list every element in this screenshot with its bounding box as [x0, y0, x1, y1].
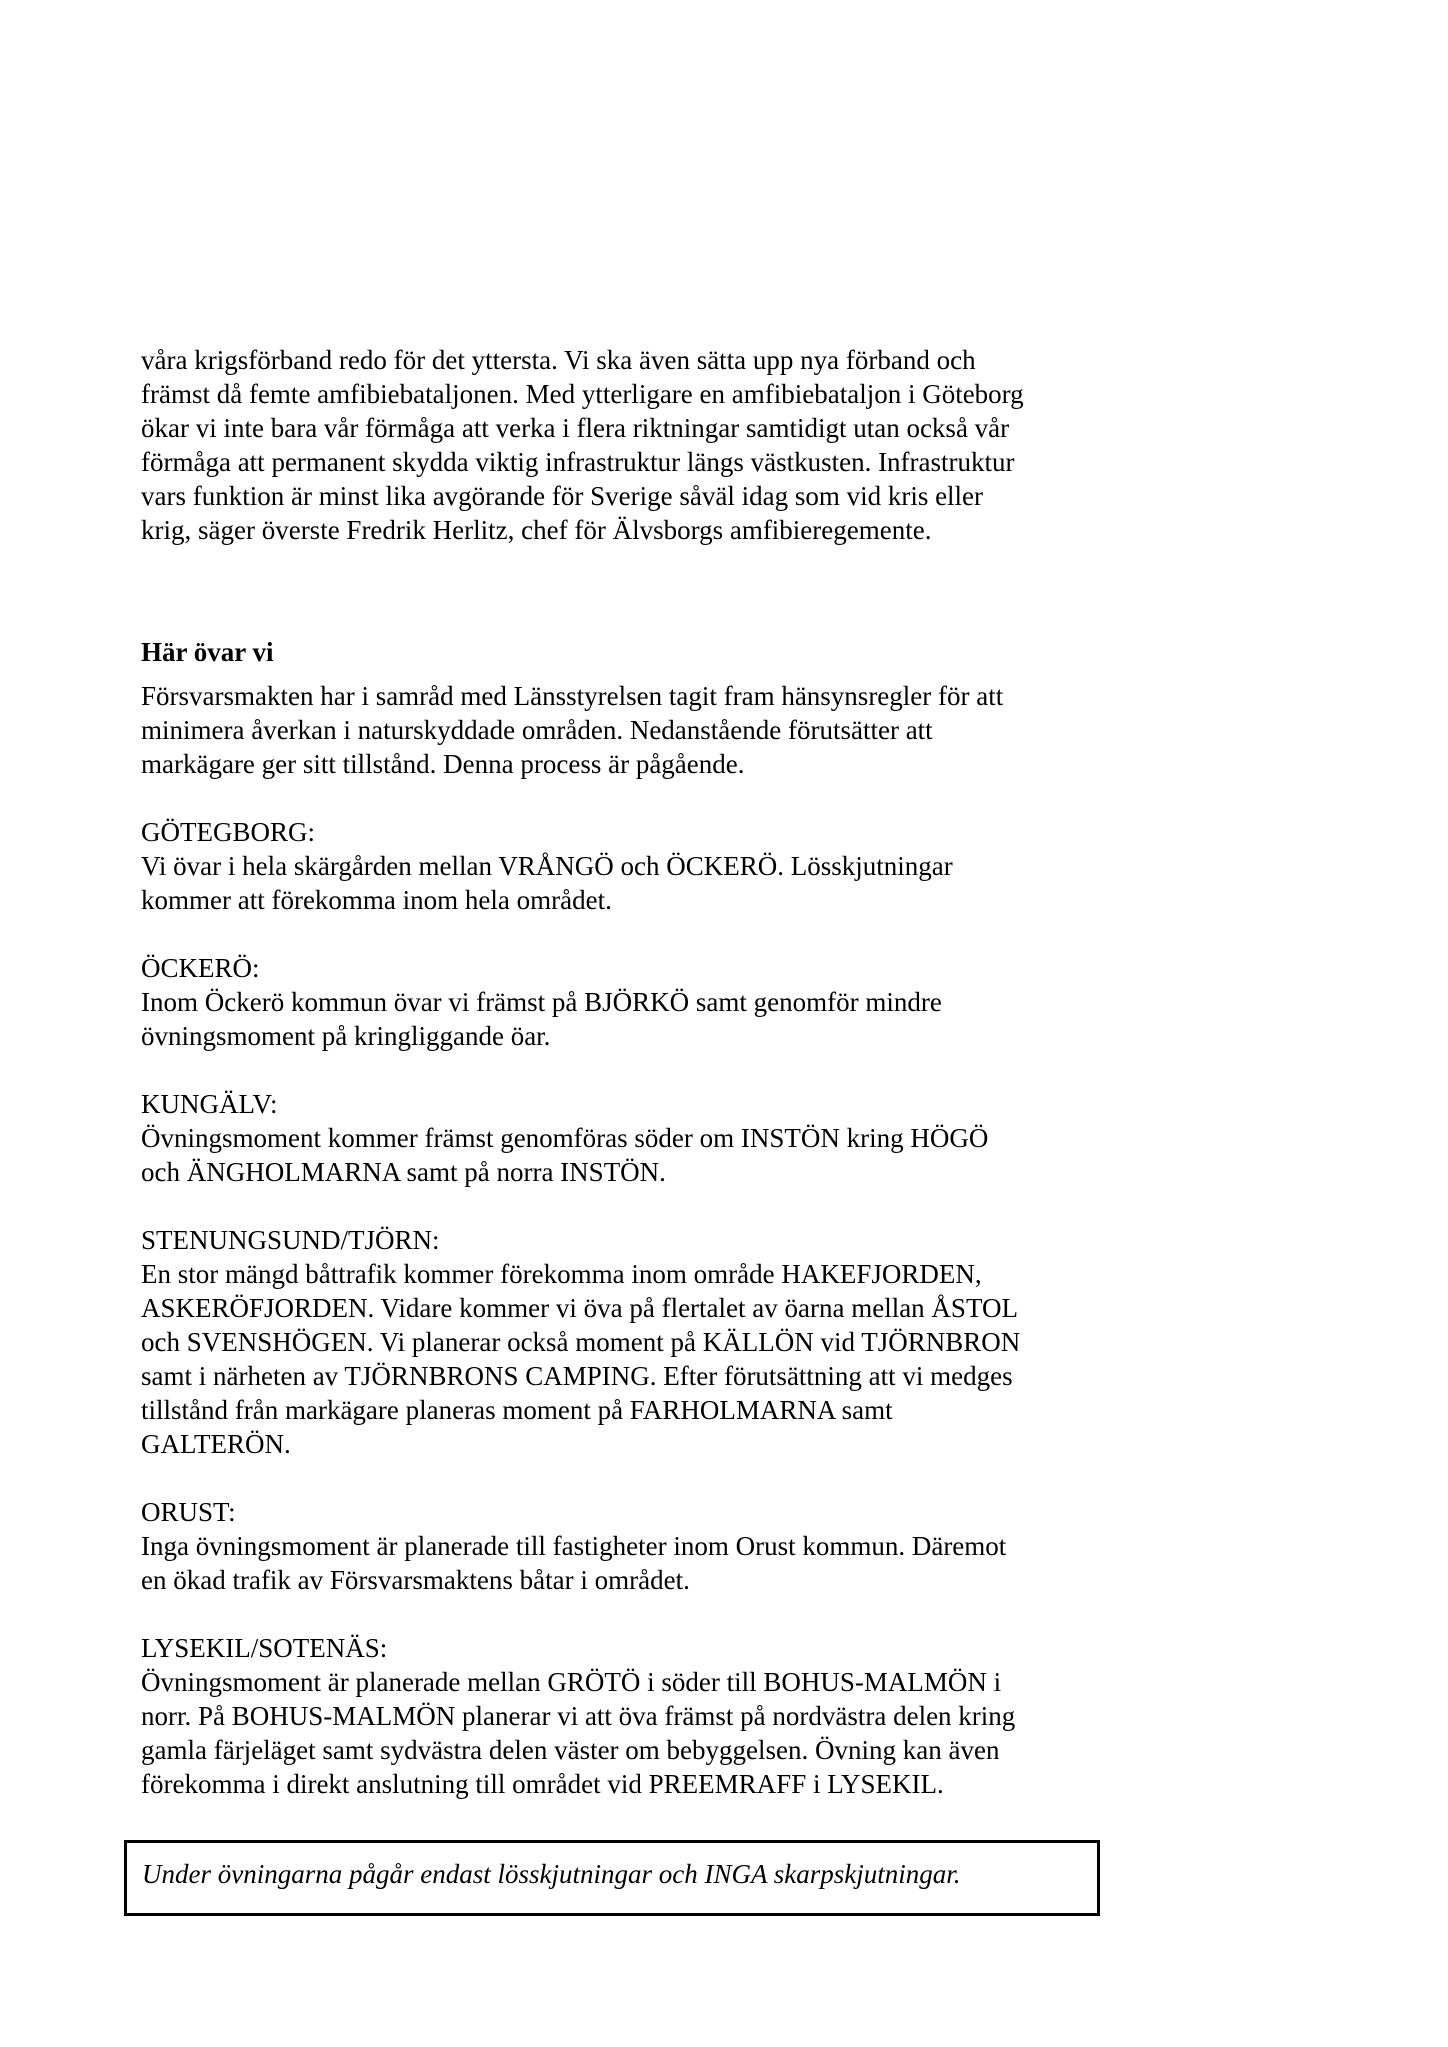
area-section-stenungsund-tjorn [141, 1223, 1101, 1461]
area-line: Övningsmoment kommer främst genomföras söder om INSTÖN kring HÖGÖ [141, 1123, 989, 1153]
area-line: en ökad trafik av Försvarsmaktens båtar i området. [141, 1565, 690, 1595]
area-line: Vi övar i hela skärgården mellan VRÅNGÖ och ÖCKERÖ. Lösskjutningar [141, 851, 953, 881]
intro-paragraph [141, 343, 1101, 547]
area-section-kungalv [141, 1087, 1101, 1189]
notice-box [124, 1840, 1100, 1916]
area-line: En stor mängd båttrafik kommer förekomma inom område HAKEFJORDEN, [141, 1259, 982, 1289]
area-line: ASKERÖFJORDEN. Vidare kommer vi öva på flertalet av öarna mellan ÅSTOL [141, 1293, 1018, 1323]
area-line: Övningsmoment är planerade mellan GRÖTÖ i söder till BOHUS-MALMÖN i [141, 1667, 1002, 1697]
intro-line: krig, säger överste Fredrik Herlitz, chef för Älvsborgs amfibieregemente. [141, 515, 932, 545]
area-title: STENUNGSUND/TJÖRN: [141, 1225, 440, 1255]
intro-line: vars funktion är minst lika avgörande för Sverige såväl idag som vid kris eller [141, 481, 984, 511]
notice-text: Under övningarna pågår endast lösskjutningar och INGA skarpskjutningar. [142, 1859, 961, 1889]
lead-paragraph [141, 679, 1101, 781]
area-title: ORUST: [141, 1497, 236, 1527]
intro-line: främst då femte amfibiebataljonen. Med ytterligare en amfibiebataljon i Göteborg [141, 379, 1024, 409]
area-title: GÖTEGBORG: [141, 817, 315, 847]
area-title: KUNGÄLV: [141, 1089, 278, 1119]
area-section-goteborg [141, 815, 1101, 917]
area-line: och ÄNGHOLMARNA samt på norra INSTÖN. [141, 1157, 666, 1187]
area-title: LYSEKIL/SOTENÄS: [141, 1633, 388, 1663]
area-line: GALTERÖN. [141, 1429, 291, 1459]
area-line: gamla färjeläget samt sydvästra delen väster om bebyggelsen. Övning kan även [141, 1735, 1000, 1765]
section-heading: Här övar vi [141, 637, 274, 667]
intro-line: förmåga att permanent skydda viktig infrastruktur längs västkusten. Infrastruktur [141, 447, 1015, 477]
area-line: Inga övningsmoment är planerade till fastigheter inom Orust kommun. Däremot [141, 1531, 1007, 1561]
area-line: och SVENSHÖGEN. Vi planerar också moment på KÄLLÖN vid TJÖRNBRON [141, 1327, 1021, 1357]
area-description [141, 849, 1101, 917]
area-line: tillstånd från markägare planeras moment på FARHOLMARNA samt [141, 1395, 893, 1425]
lead-line: markägare ger sitt tillstånd. Denna process är pågående. [141, 749, 745, 779]
area-line: kommer att förekomma inom hela området. [141, 885, 612, 915]
area-description [141, 1665, 1101, 1801]
area-description [141, 1121, 1101, 1189]
intro-line: ökar vi inte bara vår förmåga att verka i flera riktningar samtidigt utan också vår [141, 413, 1010, 443]
area-section-orust [141, 1495, 1101, 1597]
area-line: samt i närheten av TJÖRNBRONS CAMPING. Efter förutsättning att vi medges [141, 1361, 1013, 1391]
area-title: ÖCKERÖ: [141, 953, 260, 983]
area-description [141, 985, 1101, 1053]
area-section-ockero [141, 951, 1101, 1053]
area-line: övningsmoment på kringliggande öar. [141, 1021, 551, 1051]
area-line: Inom Öckerö kommun övar vi främst på BJÖRKÖ samt genomför mindre [141, 987, 942, 1017]
area-description [141, 1529, 1101, 1597]
lead-line: minimera åverkan i naturskyddade områden. Nedanstående förutsätter att [141, 715, 933, 745]
lead-line: Försvarsmakten har i samråd med Länsstyrelsen tagit fram hänsynsregler för att [141, 681, 1004, 711]
intro-line: våra krigsförband redo för det yttersta. Vi ska även sätta upp nya förband och [141, 345, 976, 375]
area-line: norr. På BOHUS-MALMÖN planerar vi att öva främst på nordvästra delen kring [141, 1701, 1016, 1731]
area-description [141, 1257, 1101, 1461]
area-line: förekomma i direkt anslutning till området vid PREEMRAFF i LYSEKIL. [141, 1769, 944, 1799]
document-body [141, 343, 1101, 1801]
area-section-lysekil-sotenas [141, 1631, 1101, 1801]
